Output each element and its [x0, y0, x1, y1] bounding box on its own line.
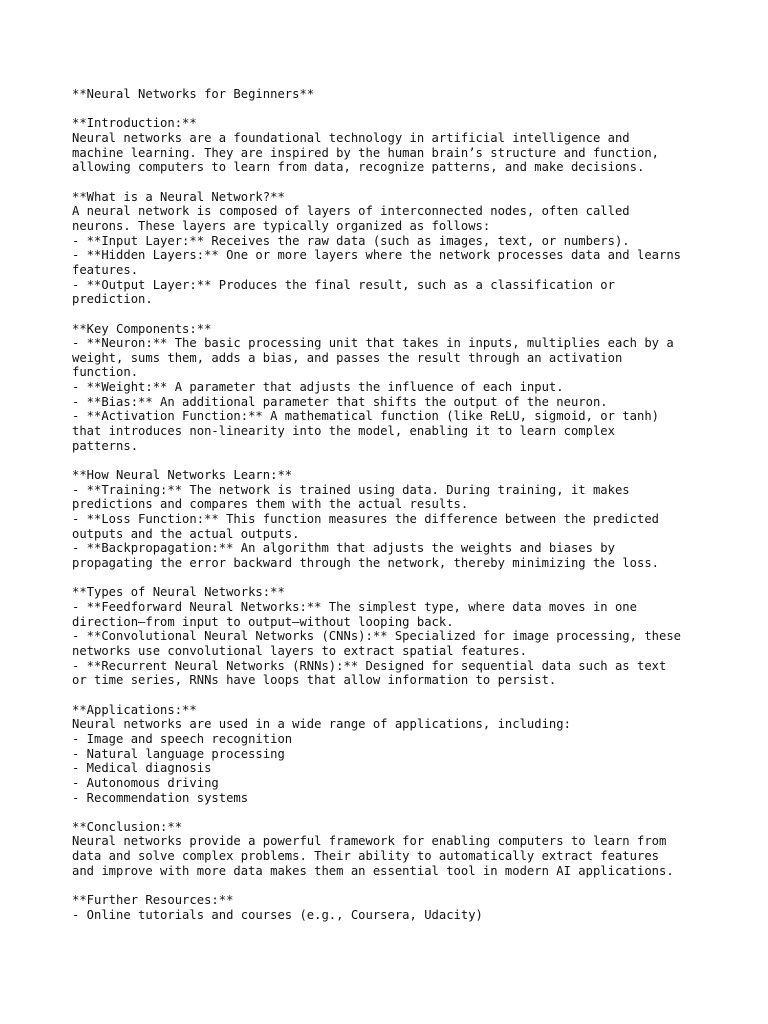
text-line: - **Hidden Layers:** One or more layers where the network processes data and learns	[72, 248, 682, 263]
text-line: propagating the error backward through the network, thereby minimizing the loss.	[72, 556, 659, 570]
text-line: - **Convolutional Neural Networks (CNNs):** Specialized for image processing, these	[72, 629, 682, 644]
text-line: - **Weight:** A parameter that adjusts the influence of each input.	[72, 380, 564, 395]
text-line: A neural network is composed of layers of interconnected nodes, often called	[72, 204, 630, 219]
section-heading: **How Neural Networks Learn:**	[72, 468, 293, 483]
text-line: - **Bias:** An additional parameter that shifts the output of the neuron.	[72, 394, 608, 409]
text-line: - **Activation Function:** A mathematical function (like ReLU, sigmoid, or tanh)	[72, 409, 659, 424]
text-line: that introduces non-linearity into the model, enabling it to learn complex	[72, 424, 615, 439]
text-line: - Image and speech recognition	[72, 731, 293, 746]
text-line: - Recommendation systems	[72, 790, 249, 805]
blank-line	[72, 878, 712, 893]
document-page	[72, 87, 712, 922]
document-section	[72, 893, 712, 922]
section-heading: **Applications:**	[72, 702, 197, 717]
text-line: Neural networks are a foundational technology in artificial intelligence and	[72, 130, 630, 145]
text-line: neurons. These layers are typically organized as follows:	[72, 218, 491, 233]
text-line: - **Backpropagation:** An algorithm that adjusts the weights and biases by	[72, 541, 615, 556]
document-section	[72, 585, 712, 688]
document-body	[72, 102, 712, 923]
document-title: **Neural Networks for Beginners**	[72, 87, 315, 101]
text-line: - **Training:** The network is trained using data. During training, it makes	[72, 482, 630, 497]
document-section	[72, 820, 712, 879]
text-line: data and solve complex problems. Their ability to automatically extract features	[72, 849, 659, 864]
document-section	[72, 468, 712, 571]
document-section	[72, 190, 712, 307]
text-line: - **Neuron:** The basic processing unit that takes in inputs, multiplies each by a	[72, 336, 674, 351]
text-line: - Natural language processing	[72, 746, 285, 761]
text-line: and improve with more data makes them an essential tool in modern AI applications.	[72, 863, 674, 878]
blank-line	[72, 307, 712, 322]
blank-line	[72, 571, 712, 586]
text-line: - **Recurrent Neural Networks (RNNs):** Designed for sequential data such as text	[72, 658, 667, 673]
text-line: direction—from input to output—without looping back.	[72, 614, 454, 629]
text-line: function.	[72, 365, 139, 380]
text-line: networks use convolutional layers to extract spatial features.	[72, 643, 527, 658]
text-line: - **Input Layer:** Receives the raw data (such as images, text, or numbers).	[72, 233, 630, 248]
blank-line	[72, 688, 712, 703]
section-heading: **What is a Neural Network?**	[72, 189, 285, 204]
section-heading: **Conclusion:**	[72, 819, 183, 834]
text-line: allowing computers to learn from data, recognize patterns, and make decisions.	[72, 160, 645, 175]
blank-line	[72, 102, 712, 117]
text-line: outputs and the actual outputs.	[72, 526, 300, 541]
text-line: machine learning. They are inspired by the human brain’s structure and function,	[72, 145, 659, 160]
section-heading: **Introduction:**	[72, 116, 197, 131]
text-line: prediction.	[72, 292, 153, 307]
text-line: - **Output Layer:** Produces the final result, such as a classification or	[72, 277, 615, 292]
section-heading: **Types of Neural Networks:**	[72, 585, 285, 600]
text-line: - Online tutorials and courses (e.g., Coursera, Udacity)	[72, 907, 483, 922]
document-section	[72, 703, 712, 806]
text-line: features.	[72, 262, 139, 277]
text-line: Neural networks are used in a wide range of applications, including:	[72, 717, 571, 732]
text-line: or time series, RNNs have loops that allow information to persist.	[72, 673, 557, 688]
text-line: predictions and compares them with the actual results.	[72, 497, 469, 512]
document-section	[72, 116, 712, 175]
text-line: - **Feedforward Neural Networks:** The simplest type, where data moves in one	[72, 599, 637, 614]
text-line: - Medical diagnosis	[72, 761, 212, 776]
text-line: patterns.	[72, 438, 139, 453]
text-line: Neural networks provide a powerful framework for enabling computers to learn from	[72, 834, 667, 849]
text-line: weight, sums them, adds a bias, and passes the result through an activation	[72, 350, 623, 365]
blank-line	[72, 175, 712, 190]
document-section	[72, 322, 712, 454]
section-heading: **Key Components:**	[72, 321, 212, 336]
text-line: - **Loss Function:** This function measures the difference between the predicted	[72, 512, 659, 527]
blank-line	[72, 805, 712, 820]
blank-line	[72, 453, 712, 468]
section-heading: **Further Resources:**	[72, 893, 234, 908]
text-line: - Autonomous driving	[72, 775, 219, 790]
